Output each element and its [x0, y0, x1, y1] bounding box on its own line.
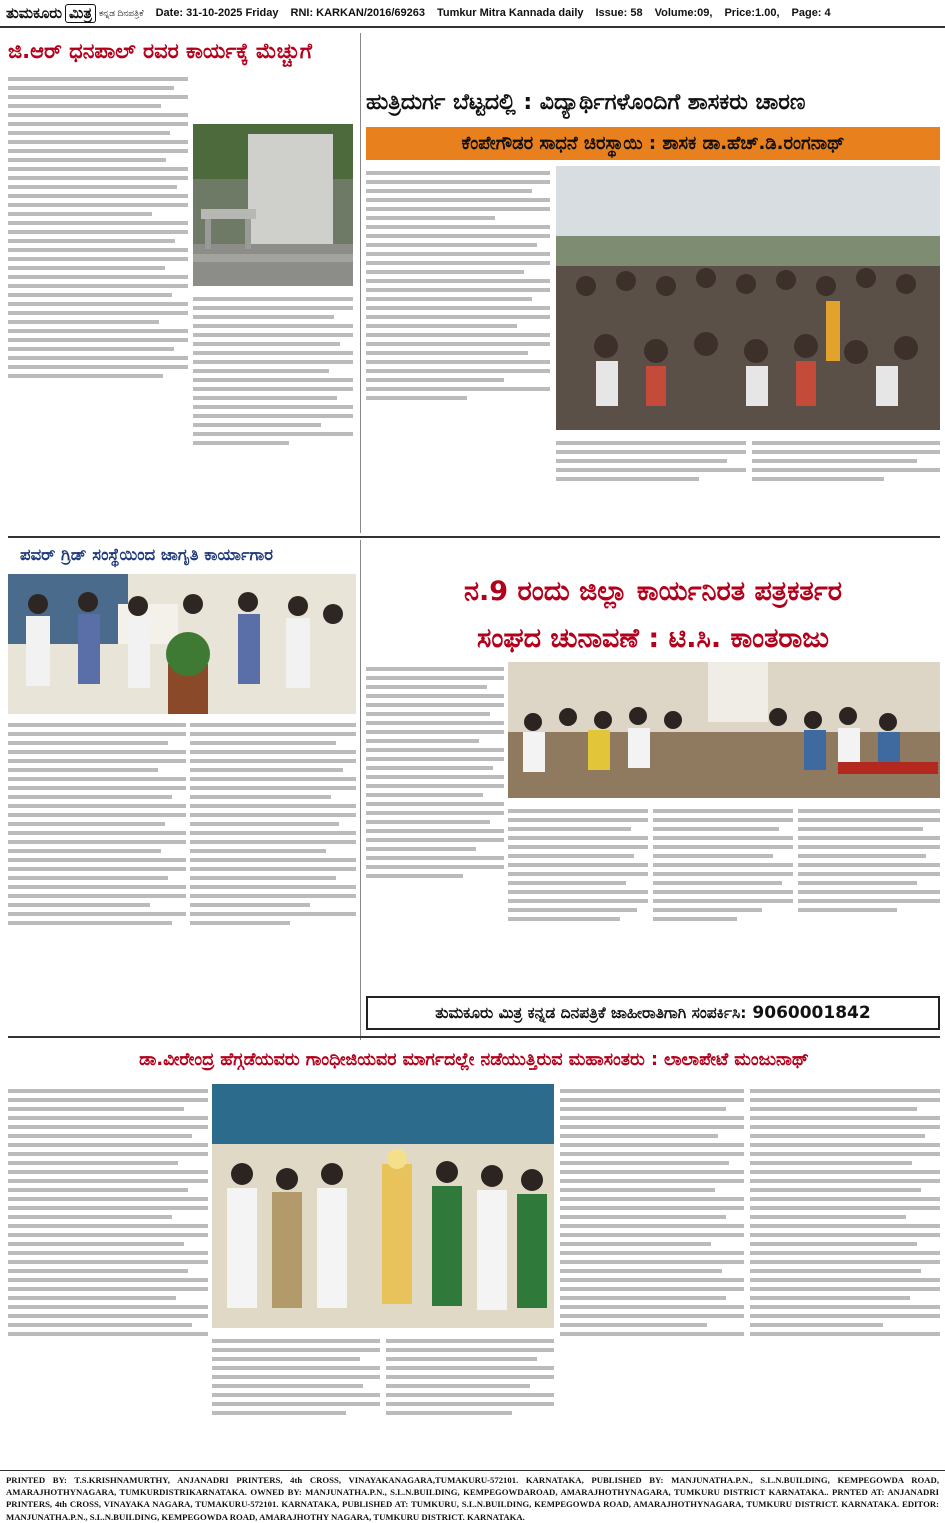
election-photo — [508, 662, 940, 798]
powergrid-text-col2 — [190, 718, 356, 1040]
paper-name: Tumkur Mitra Kannada daily — [437, 7, 584, 19]
logo-brand: ಮಿತ್ರ — [65, 4, 96, 23]
section-rule-2 — [8, 1036, 940, 1038]
election-headline-line2: ಸಂಘದ ಚುನಾವಣೆ : ಟಿ.ಸಿ. ಕಾಂತರಾಜು — [477, 623, 829, 654]
heggade-text-col5 — [750, 1084, 940, 1466]
workshop-image — [8, 574, 356, 714]
section-rule — [8, 536, 940, 538]
powergrid-text-col1 — [8, 718, 186, 1040]
advertisement-phone: 9060001842 — [752, 1003, 871, 1023]
dhanapal-photo — [193, 124, 353, 286]
heggade-photo — [212, 1084, 554, 1328]
ceremony-image — [212, 1084, 554, 1328]
logo-text: ತುಮಕೂರು — [6, 4, 63, 22]
issue-date: Date: 31-10-2025 Friday — [155, 7, 279, 19]
election-text-col3 — [653, 804, 793, 990]
price: Price:1.00, — [724, 7, 780, 19]
column-rule — [360, 33, 361, 533]
meeting-image — [508, 662, 940, 798]
heggade-text-col1 — [8, 1084, 208, 1466]
issue-number: Issue: 58 — [595, 7, 643, 19]
powergrid-photo — [8, 574, 356, 714]
rni-number: RNI: KARKAN/2016/69263 — [290, 7, 425, 19]
powergrid-headline: ಪವರ್ ಗ್ರಿಡ್ ಸಂಸ್ಥೆಯಿಂದ ಜಾಗೃತಿ ಕಾರ್ಯಾಗಾರ — [20, 545, 273, 564]
huthridurga-text-col3 — [752, 436, 940, 534]
page-number: Page: 4 — [791, 7, 831, 19]
huthridurga-text-col1 — [366, 166, 550, 534]
election-text-col4 — [798, 804, 940, 990]
advertisement-text: ತುಮಕೂರು ಮಿತ್ರ ಕನ್ನಡ ದಿನಪತ್ರಿಕೆ ಜಾಹೀರಾತಿಗಾಗಿ ಸಂಪರ್ಕಿಸಿ: — [435, 1003, 747, 1022]
masthead — [0, 0, 945, 28]
dhanapal-text-col1 — [8, 72, 188, 530]
huthridurga-subheadline: ಕೆಂಪೇಗೌಡರ ಸಾಧನೆ ಚಿರಸ್ಥಾಯಿ : ಶಾಸಕ ಡಾ.ಹೆಚ್.ಡಿ.ರಂಗನಾಥ್ — [366, 127, 940, 160]
bench-image — [193, 124, 353, 286]
huthridurga-photo — [556, 166, 940, 430]
newspaper-logo — [6, 4, 144, 23]
election-text-col2 — [508, 804, 648, 990]
election-text-col1 — [366, 662, 504, 990]
election-headline-line1: ನ.9 ರಂದು ಜಿಲ್ಲಾ ಕಾರ್ಯನಿರತ ಪತ್ರಕರ್ತರ — [464, 576, 842, 607]
huthridurga-headline: ಹುತ್ರಿದುರ್ಗ ಬೆಟ್ಟದಲ್ಲಿ : ವಿದ್ಯಾರ್ಥಿಗಳೊಂದಿಗೆ ಶಾಸಕರು ಚಾರಣ — [366, 90, 806, 115]
students-image — [556, 166, 940, 430]
dhanapal-text-col2 — [193, 292, 353, 530]
heggade-text-col2 — [212, 1334, 380, 1466]
heggade-text-col3 — [386, 1334, 554, 1466]
dhanapal-headline: ಜಿ.ಆರ್ ಧನಪಾಲ್ ರವರ ಕಾರ್ಯಕ್ಕೆ ಮೆಚ್ಚುಗೆ — [8, 39, 312, 63]
logo-subtitle: ಕನ್ನಡ ದಿನಪತ್ರಿಕೆ — [98, 7, 144, 18]
huthridurga-text-col2 — [556, 436, 746, 534]
volume-number: Volume:09, — [654, 7, 713, 19]
footer-imprint: PRINTED BY: T.S.KRISHNAMURTHY, ANJANADRI PRINTERS, 4th CROSS, VINAYAKANAGARA,TUMAKURU-572101. KARNATAKA, PUBLISHED BY: MANJUNATHA.P.N., S.L.N.BUILDING, KEMPEGOWDA ROAD, AMARAJHOTHYNAGARA, TUMKURDISTRIKARNATAKA. OWNED BY: MANJUNATHA.P.N., S.L.N.BUILDING, KEMPEGOWDAROAD, AMARAJHOTHYNAGARA, TUMKURU DISTRICT KARNATAKA.. PRNTED AT: ANJANADRI PRINTERS, 4th CROSS, VINAYAKA NAGARA, TUMAKURU-572101. KARNATAKA, PUBLISHED AT: TUMKURU, S.L.N.BUILDING, KEMPEGOWDA ROAD, AMARAJHOTHYNAGARA, TUMKURU DISTRICT. KARNATAKA. EDITOR: MANJUNATHA.P.N., S.L.N.BUILDING, KEMPEGOWDA ROAD, AMARAJHOTHY NAGARA, TUMKURU DISTRICT. KARNATAKA. — [0, 1470, 945, 1523]
heggade-headline: ಡಾ.ವೀರೇಂದ್ರ ಹೆಗ್ಗಡೆಯವರು ಗಾಂಧೀಜಿಯವರ ಮಾರ್ಗದಲ್ಲೇ ನಡೆಯುತ್ತಿರುವ ಮಹಾಸಂತರು : ಲಾಲಾಪೇಟೆ ಮಂಜುನಾಥ್ — [139, 1050, 809, 1070]
column-rule-2 — [360, 540, 361, 1040]
advertisement-box — [366, 996, 940, 1030]
heggade-text-col4 — [560, 1084, 744, 1466]
